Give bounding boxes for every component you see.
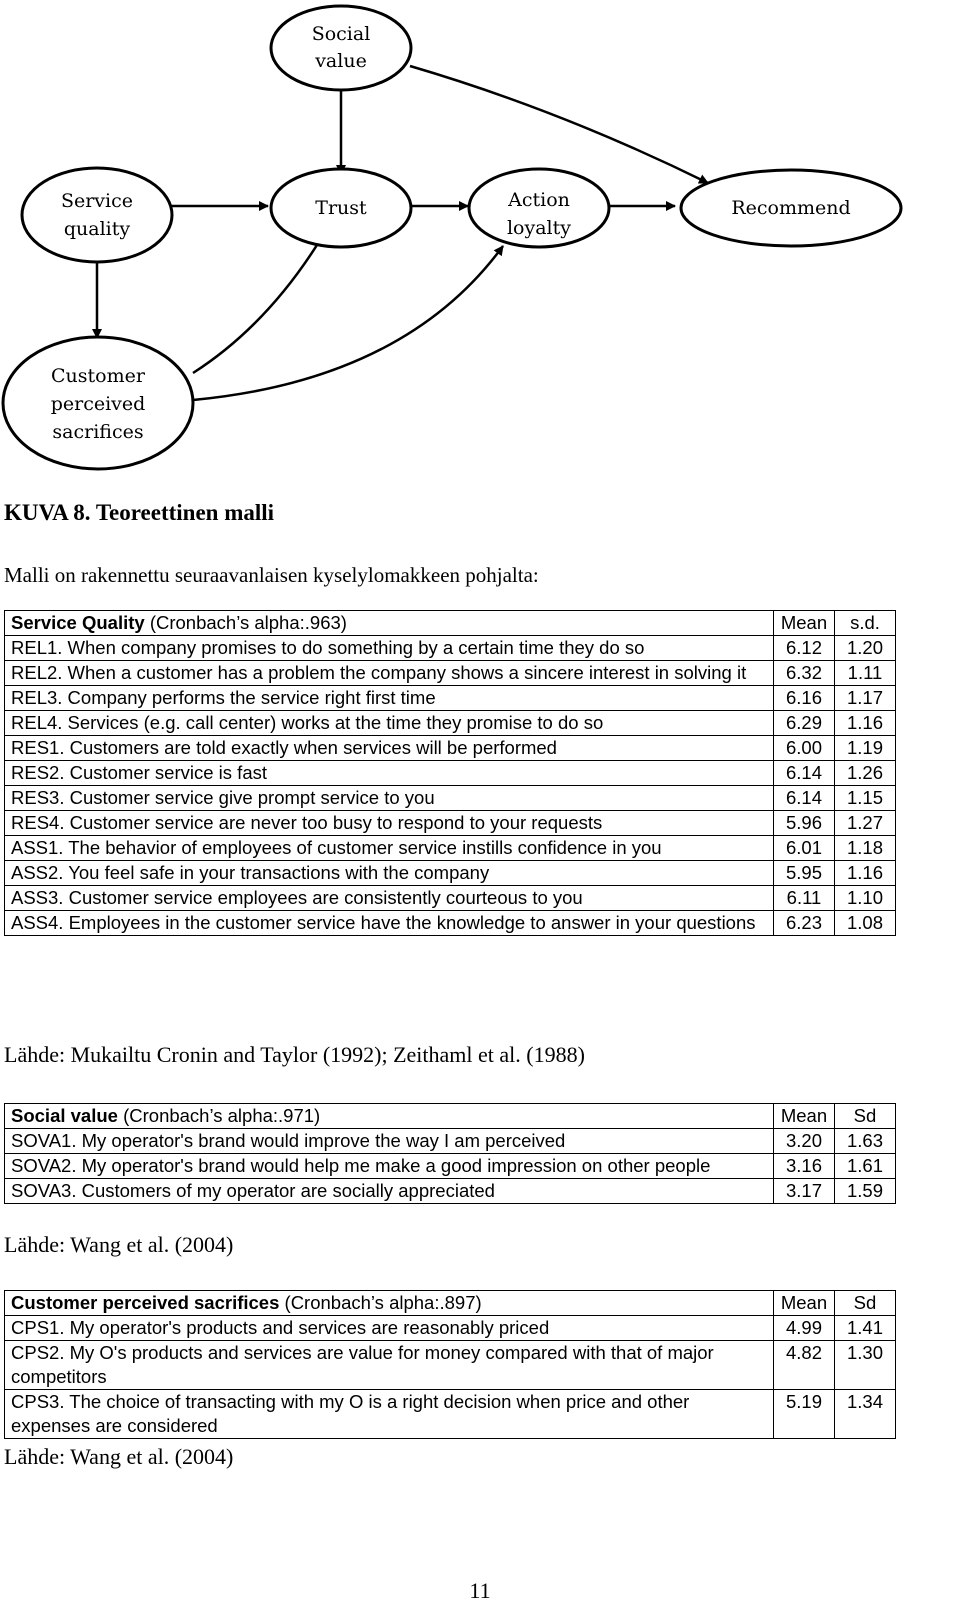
table-row (5, 811, 896, 836)
item-mean: 3.16 (774, 1154, 835, 1179)
item-mean: 6.16 (774, 686, 835, 711)
table-source: Lähde: Mukailtu Cronin and Taylor (1992); Zeithaml et al. (1988) (4, 1042, 585, 1067)
item-text: RES3. Customer service give prompt service to you (5, 786, 774, 811)
intro-text: Malli on rakennettu seuraavanlaisen kyselylomakkeen pohjalta: (4, 563, 539, 587)
item-sd: 1.34 (835, 1390, 896, 1439)
table-title: Social value (11, 1105, 118, 1126)
node-service-quality (22, 168, 172, 262)
item-text: ASS4. Employees in the customer service have the knowledge to answer in your questions (5, 911, 774, 936)
item-mean: 6.00 (774, 736, 835, 761)
table-row (5, 1179, 896, 1204)
item-text: RES1. Customers are told exactly when services will be performed (5, 736, 774, 761)
item-mean: 6.29 (774, 711, 835, 736)
item-mean: 3.20 (774, 1129, 835, 1154)
table-row (5, 761, 896, 786)
item-text: ASS1. The behavior of employees of customer service instills confidence in you (5, 836, 774, 861)
node-social-value-line2: value (315, 50, 367, 72)
table-header-row (5, 1291, 896, 1316)
item-text: ASS2. You feel safe in your transactions with the company (5, 861, 774, 886)
col-mean-header: Mean (774, 1291, 835, 1316)
col-mean-header: Mean (774, 1104, 835, 1129)
item-text: CPS1. My operator's products and services are reasonably priced (5, 1316, 774, 1341)
node-service-quality-line2: quality (63, 218, 131, 240)
page-number: 11 (469, 1578, 491, 1603)
table-row (5, 861, 896, 886)
svg-text:quality (64, 218, 131, 240)
table-row (5, 836, 896, 861)
item-text: RES2. Customer service is fast (5, 761, 774, 786)
item-sd: 1.16 (835, 711, 896, 736)
item-mean: 4.82 (774, 1341, 835, 1390)
item-sd: 1.16 (835, 861, 896, 886)
node-action-loyalty-line1: Action (508, 189, 570, 211)
theoretical-model-diagram (0, 0, 960, 480)
item-mean: 6.14 (774, 786, 835, 811)
item-mean: 5.19 (774, 1390, 835, 1439)
item-mean: 6.32 (774, 661, 835, 686)
item-sd: 1.17 (835, 686, 896, 711)
edge-cps-to-action (193, 246, 503, 400)
edge-cps-to-trust (193, 237, 322, 373)
table-source: Lähde: Wang et al. (2004) (4, 1444, 234, 1469)
item-mean: 3.17 (774, 1179, 835, 1204)
table-row (5, 711, 896, 736)
table-header-row (5, 1104, 896, 1129)
item-mean: 6.23 (774, 911, 835, 936)
customer-perceived-sacrifices-table (4, 1290, 896, 1439)
node-service-quality-line1: Service (60, 190, 134, 212)
node-action-loyalty (469, 169, 609, 247)
item-sd: 1.19 (835, 736, 896, 761)
item-sd: 1.63 (835, 1129, 896, 1154)
table-row (5, 786, 896, 811)
item-sd: 1.26 (835, 761, 896, 786)
service-quality-table (4, 610, 896, 936)
table-alpha: (Cronbach’s alpha:.971) (117, 1105, 321, 1126)
item-text: REL2. When a customer has a problem the company shows a sincere interest in solving it (5, 661, 774, 686)
svg-text:Action (507, 189, 570, 211)
svg-text:Service (61, 190, 133, 212)
item-text: SOVA3. Customers of my operator are socially appreciated (5, 1179, 774, 1204)
table-row (5, 1129, 896, 1154)
node-customer-perceived-sacrifices (3, 337, 193, 469)
node-trust (271, 169, 411, 247)
item-mean: 5.95 (774, 861, 835, 886)
item-text: SOVA1. My operator's brand would improve the way I am perceived (5, 1129, 774, 1154)
item-sd: 1.27 (835, 811, 896, 836)
svg-text:Recommend (731, 197, 850, 219)
item-mean: 4.99 (774, 1316, 835, 1341)
item-sd: 1.08 (835, 911, 896, 936)
col-mean-header: Mean (774, 611, 835, 636)
col-sd-header: Sd (835, 1104, 896, 1129)
table-row (5, 661, 896, 686)
node-cps-line1: Customer (51, 365, 145, 387)
svg-text:value (314, 50, 367, 72)
item-text: ASS3. Customer service employees are consistently courteous to you (5, 886, 774, 911)
table-row (5, 886, 896, 911)
node-action-loyalty-line2: loyalty (506, 217, 572, 239)
svg-text:sacrifices (52, 421, 143, 443)
table-title: Service Quality (11, 612, 145, 633)
item-sd: 1.20 (835, 636, 896, 661)
svg-text:Social (312, 23, 371, 45)
col-sd-header: Sd (835, 1291, 896, 1316)
item-sd: 1.59 (835, 1179, 896, 1204)
item-mean: 6.12 (774, 636, 835, 661)
item-text: CPS3. The choice of transacting with my O is a right decision when price and other expenses are considered (5, 1390, 774, 1439)
node-social-value (271, 6, 411, 90)
item-mean: 6.01 (774, 836, 835, 861)
table-header-row (5, 611, 896, 636)
item-text: REL4. Services (e.g. call center) works at the time they promise to do so (5, 711, 774, 736)
social-value-table (4, 1103, 896, 1204)
item-sd: 1.30 (835, 1341, 896, 1390)
node-cps-line3: sacrifices (52, 421, 144, 443)
node-recommend-label: Recommend (731, 197, 851, 219)
table-row (5, 736, 896, 761)
node-cps-line2: perceived (50, 393, 146, 415)
table-row (5, 1390, 896, 1439)
edge-social-to-recommend (410, 66, 708, 183)
table-row (5, 1341, 896, 1390)
node-recommend (681, 170, 901, 246)
item-text: SOVA2. My operator's brand would help me make a good impression on other people (5, 1154, 774, 1179)
item-text: REL3. Company performs the service right first time (5, 686, 774, 711)
node-social-value-line1: Social (311, 23, 371, 45)
svg-text:loyalty (507, 217, 571, 239)
table-alpha: (Cronbach’s alpha:.897) (279, 1292, 482, 1313)
table-alpha: (Cronbach’s alpha:.963) (144, 612, 347, 633)
item-mean: 5.96 (774, 811, 835, 836)
item-text: RES4. Customer service are never too busy to respond to your requests (5, 811, 774, 836)
svg-text:Trust (315, 197, 367, 219)
item-mean: 6.14 (774, 761, 835, 786)
table-row (5, 686, 896, 711)
item-mean: 6.11 (774, 886, 835, 911)
item-text: CPS2. My O's products and services are value for money compared with that of major competitors (5, 1341, 774, 1390)
svg-text:Customer (51, 365, 146, 387)
item-sd: 1.41 (835, 1316, 896, 1341)
node-trust-label: Trust (315, 197, 367, 219)
item-sd: 1.61 (835, 1154, 896, 1179)
table-row (5, 1154, 896, 1179)
item-sd: 1.15 (835, 786, 896, 811)
item-sd: 1.11 (835, 661, 896, 686)
svg-text:perceived (51, 393, 146, 415)
table-row (5, 911, 896, 936)
item-sd: 1.18 (835, 836, 896, 861)
table-row (5, 636, 896, 661)
figure-caption: KUVA 8. Teoreettinen malli (4, 500, 275, 525)
col-sd-header: s.d. (835, 611, 896, 636)
table-source: Lähde: Wang et al. (2004) (4, 1232, 234, 1257)
item-sd: 1.10 (835, 886, 896, 911)
item-text: REL1. When company promises to do something by a certain time they do so (5, 636, 774, 661)
table-title: Customer perceived sacrifices (11, 1292, 280, 1313)
table-row (5, 1316, 896, 1341)
